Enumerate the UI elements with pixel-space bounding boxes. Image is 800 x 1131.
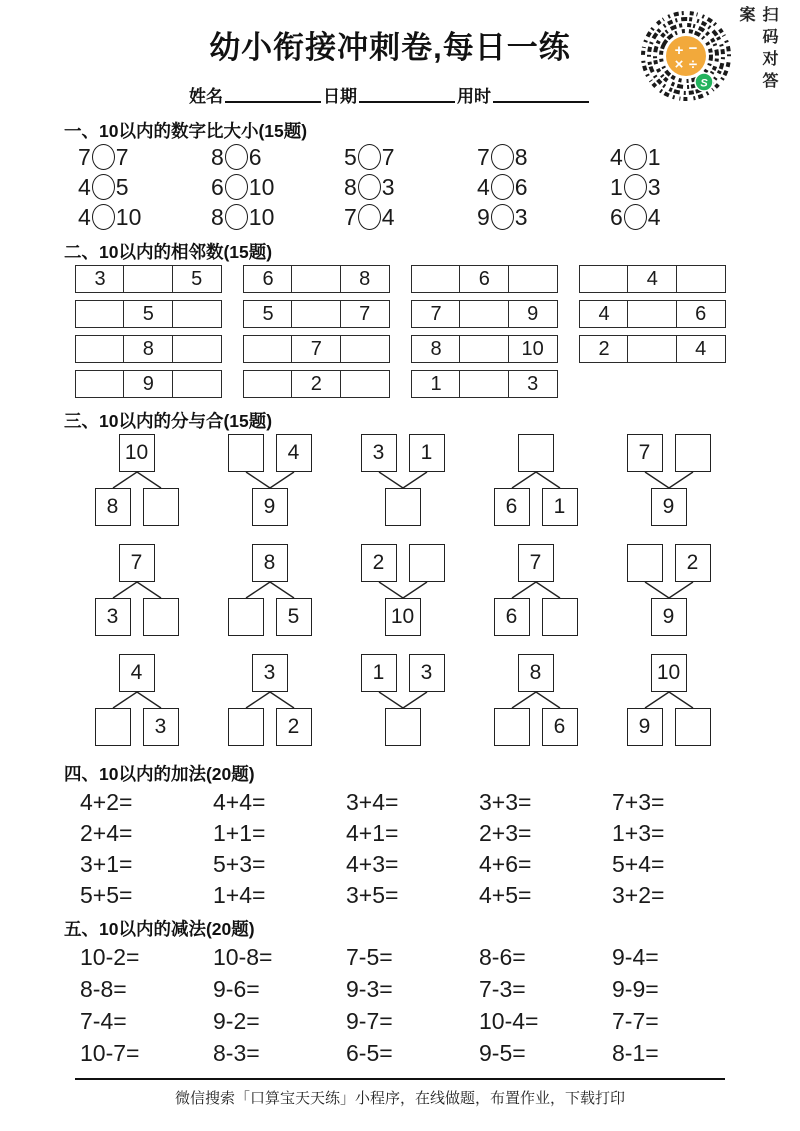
neighbor-cell[interactable] [243, 335, 293, 363]
neighbor-cell[interactable] [291, 265, 341, 293]
neighbor-table [243, 335, 391, 363]
compare-item [610, 144, 743, 170]
left-number: 4 [610, 143, 623, 170]
neighbor-cell[interactable] [627, 300, 677, 328]
comparison-circle[interactable] [92, 174, 115, 200]
subtraction-problem: 8-3= [213, 1040, 260, 1066]
bond-bottom-right-box: 3 [143, 708, 179, 746]
comparison-circle[interactable] [358, 144, 381, 170]
neighbor-cell[interactable] [340, 370, 390, 398]
right-number: 3 [647, 173, 661, 200]
number-bond-split [220, 654, 320, 746]
neighbor-cell[interactable] [291, 300, 341, 328]
subtraction-problem: 9-6= [213, 976, 260, 1002]
qr-caption: 扫码对答案 [737, 6, 777, 94]
neighbor-cell[interactable] [459, 335, 509, 363]
neighbor-cell: 3 [75, 265, 125, 293]
section-addition-heading: 四、10以内的加法(20题) [64, 764, 255, 784]
comparison-circle[interactable] [491, 204, 514, 230]
neighbor-cell: 8 [123, 335, 173, 363]
neighbor-table [579, 265, 727, 293]
page-title: 幼小衔接冲刺卷,每日一练 [209, 30, 571, 65]
addition-problem: 4+4= [213, 789, 266, 815]
left-number: 5 [344, 143, 357, 170]
compare-item [211, 174, 344, 200]
section-neighbors-heading: 二、10以内的相邻数(15题) [64, 242, 273, 262]
neighbor-cell: 5 [243, 300, 293, 328]
bond-top-right-box: 3 [409, 654, 445, 692]
bond-top-right-box: 1 [409, 434, 445, 472]
bond-top-box: 8 [252, 544, 288, 582]
bond-bottom-left-box: 3 [95, 598, 131, 636]
compare-item [610, 204, 743, 230]
compare-item [78, 204, 211, 230]
subtraction-problem: 7-3= [479, 976, 526, 1002]
right-number: 6 [514, 173, 528, 200]
number-bond-split [87, 544, 187, 636]
name-blank[interactable] [225, 82, 321, 103]
subtraction-problem: 7-7= [612, 1008, 659, 1034]
neighbor-cell: 8 [411, 335, 461, 363]
neighbor-cell[interactable] [75, 335, 125, 363]
bond-bottom-left-box: 8 [95, 488, 131, 526]
neighbor-cell: 4 [676, 335, 726, 363]
subtraction-problem: 8-1= [612, 1040, 659, 1066]
compare-item [477, 144, 610, 170]
left-number: 1 [610, 173, 623, 200]
date-label: 日期 [323, 87, 357, 106]
neighbor-table [579, 300, 727, 328]
neighbor-cell[interactable] [411, 265, 461, 293]
neighbor-cell: 6 [459, 265, 509, 293]
neighbor-cell[interactable] [676, 265, 726, 293]
neighbor-cell: 6 [676, 300, 726, 328]
neighbor-cell[interactable] [172, 300, 222, 328]
bond-top-right-box: 4 [276, 434, 312, 472]
left-number: 9 [477, 203, 490, 230]
bond-top-box: 3 [252, 654, 288, 692]
left-number: 4 [477, 173, 490, 200]
addition-problem: 5+4= [612, 851, 665, 877]
comparison-circle[interactable] [624, 174, 647, 200]
addition-problem: 5+5= [80, 882, 133, 908]
name-date-time-line [0, 82, 780, 107]
times-icon: × [674, 56, 684, 73]
compare-item [610, 174, 743, 200]
neighbor-cell: 2 [291, 370, 341, 398]
bond-bottom-right-box[interactable] [675, 708, 711, 746]
addition-problem: 1+3= [612, 820, 665, 846]
neighbor-cell[interactable] [627, 335, 677, 363]
number-bond-merge [220, 434, 320, 526]
bond-top-box: 8 [518, 654, 554, 692]
addition-problem: 3+1= [80, 851, 133, 877]
neighbor-cell: 9 [123, 370, 173, 398]
section-compare-heading: 一、10以内的数字比大小(15题) [64, 121, 308, 141]
neighbor-cell: 5 [172, 265, 222, 293]
bond-bottom-right-box: 2 [276, 708, 312, 746]
neighbor-cell[interactable] [340, 335, 390, 363]
neighbor-table [243, 265, 391, 293]
left-number: 7 [477, 143, 490, 170]
neighbor-cell[interactable] [459, 300, 509, 328]
section-subtraction-heading: 五、10以内的减法(20题) [64, 919, 255, 939]
addition-problem: 2+4= [80, 820, 133, 846]
addition-problem: 4+2= [80, 789, 133, 815]
comparison-circle[interactable] [225, 204, 248, 230]
comparison-circle[interactable] [358, 204, 381, 230]
right-number: 5 [115, 173, 129, 200]
neighbor-cell: 4 [627, 265, 677, 293]
neighbor-cell: 9 [508, 300, 558, 328]
bond-bottom-box[interactable] [385, 708, 421, 746]
neighbor-cell[interactable] [459, 370, 509, 398]
right-number: 6 [248, 143, 262, 170]
bond-top-left-box: 1 [361, 654, 397, 692]
bond-row [70, 544, 735, 636]
bond-bottom-left-box[interactable] [95, 708, 131, 746]
compare-item [78, 174, 211, 200]
subtraction-problem: 10-7= [80, 1040, 140, 1066]
bond-top-box: 7 [518, 544, 554, 582]
date-blank[interactable] [359, 82, 455, 103]
bond-bottom-box: 9 [252, 488, 288, 526]
number-bond-merge [353, 434, 453, 526]
compare-item [344, 174, 477, 200]
neighbor-cell[interactable] [75, 370, 125, 398]
section-decompose-heading: 三、10以内的分与合(15题) [64, 411, 273, 431]
subtraction-problem: 8-6= [479, 944, 526, 970]
subtraction-problem: 9-3= [346, 976, 393, 1002]
addition-problem: 3+2= [612, 882, 665, 908]
neighbors-column [579, 265, 727, 398]
neighbor-cell: 8 [340, 265, 390, 293]
name-label: 姓名 [189, 87, 223, 106]
left-number: 8 [344, 173, 357, 200]
subtraction-problem: 9-2= [213, 1008, 260, 1034]
compare-item [344, 144, 477, 170]
compare-item [344, 204, 477, 230]
number-bond-split [486, 654, 586, 746]
neighbor-cell: 7 [291, 335, 341, 363]
section-neighbors [75, 265, 727, 398]
qr-center-logo [666, 36, 706, 76]
right-number: 3 [381, 173, 395, 200]
neighbor-table [579, 335, 727, 363]
addition-problem: 3+5= [346, 882, 399, 908]
neighbor-cell: 4 [579, 300, 629, 328]
left-number: 6 [211, 173, 224, 200]
subtraction-problem: 9-4= [612, 944, 659, 970]
bond-bottom-right-box[interactable] [143, 488, 179, 526]
addition-problem: 4+3= [346, 851, 399, 877]
right-number: 7 [115, 143, 129, 170]
bond-bottom-left-box: 9 [627, 708, 663, 746]
comparison-circle[interactable] [358, 174, 381, 200]
comparison-circle[interactable] [225, 144, 248, 170]
divide-icon: ÷ [688, 56, 698, 73]
section-subtraction [80, 946, 745, 1064]
number-bond-split [87, 654, 187, 746]
time-blank[interactable] [493, 82, 589, 103]
neighbor-cell: 7 [411, 300, 461, 328]
neighbor-table [411, 300, 559, 328]
left-number: 6 [610, 203, 623, 230]
right-number: 8 [514, 143, 528, 170]
neighbor-cell: 3 [508, 370, 558, 398]
compare-item [477, 204, 610, 230]
subtraction-problem: 10-8= [213, 944, 273, 970]
compare-item [211, 204, 344, 230]
bond-top-box: 10 [651, 654, 687, 692]
number-bond-split [486, 544, 586, 636]
right-number: 7 [381, 143, 395, 170]
addition-problem: 4+6= [479, 851, 532, 877]
neighbor-cell: 10 [508, 335, 558, 363]
neighbor-table [75, 335, 223, 363]
bond-bottom-right-box[interactable] [542, 598, 578, 636]
right-number: 4 [647, 203, 661, 230]
number-bond-split [619, 654, 719, 746]
left-number: 7 [344, 203, 357, 230]
neighbor-cell[interactable] [172, 335, 222, 363]
neighbor-table [75, 300, 223, 328]
number-bond-split [486, 434, 586, 526]
bond-bottom-left-box: 6 [494, 598, 530, 636]
comparison-circle[interactable] [225, 174, 248, 200]
comparison-circle[interactable] [624, 144, 647, 170]
neighbors-column [75, 265, 223, 398]
right-number: 1 [647, 143, 661, 170]
compare-item [477, 174, 610, 200]
neighbor-table [243, 300, 391, 328]
neighbor-table [411, 335, 559, 363]
neighbor-table [75, 370, 223, 398]
subtraction-problem: 7-5= [346, 944, 393, 970]
section-decompose [70, 434, 735, 764]
plus-icon: + [674, 42, 684, 59]
subtraction-problem: 9-9= [612, 976, 659, 1002]
neighbor-table [243, 370, 391, 398]
bond-bottom-right-box[interactable] [143, 598, 179, 636]
right-number: 10 [248, 203, 275, 230]
addition-problem: 1+4= [213, 882, 266, 908]
left-number: 4 [78, 173, 91, 200]
addition-problem: 2+3= [479, 820, 532, 846]
neighbor-cell: 5 [123, 300, 173, 328]
subtraction-problem: 8-8= [80, 976, 127, 1002]
bond-bottom-left-box[interactable] [494, 708, 530, 746]
bond-bottom-left-box[interactable] [228, 598, 264, 636]
number-bond-merge [619, 434, 719, 526]
bond-bottom-box: 9 [651, 598, 687, 636]
bond-top-left-box: 3 [361, 434, 397, 472]
comparison-circle[interactable] [491, 144, 514, 170]
number-bond-merge [353, 544, 453, 636]
bond-top-box: 10 [119, 434, 155, 472]
neighbor-table [411, 370, 559, 398]
footer-divider [75, 1078, 725, 1080]
comparison-circle[interactable] [624, 204, 647, 230]
number-bond-merge [353, 654, 453, 746]
comparison-circle[interactable] [92, 204, 115, 230]
bond-top-box: 7 [119, 544, 155, 582]
neighbor-table [411, 265, 559, 293]
addition-problem: 5+3= [213, 851, 266, 877]
left-number: 7 [78, 143, 91, 170]
neighbor-cell[interactable] [172, 370, 222, 398]
number-bond-split [87, 434, 187, 526]
comparison-circle[interactable] [491, 174, 514, 200]
left-number: 8 [211, 203, 224, 230]
bond-top-box: 4 [119, 654, 155, 692]
subtraction-problem: 9-5= [479, 1040, 526, 1066]
compare-item [211, 144, 344, 170]
section-compare [78, 144, 743, 230]
addition-problem: 3+4= [346, 789, 399, 815]
subtraction-problem: 6-5= [346, 1040, 393, 1066]
footer-text: 微信搜索「口算宝天天练」小程序，在线做题，布置作业，下载打印 [174, 1090, 625, 1107]
neighbor-cell[interactable] [243, 370, 293, 398]
neighbor-cell[interactable] [579, 265, 629, 293]
subtraction-problem: 7-4= [80, 1008, 127, 1034]
neighbors-column [243, 265, 391, 398]
right-number: 4 [381, 203, 395, 230]
bond-bottom-left-box[interactable] [228, 708, 264, 746]
neighbor-cell[interactable] [508, 265, 558, 293]
neighbors-column [411, 265, 559, 398]
bond-bottom-box: 9 [651, 488, 687, 526]
bond-top-right-box: 2 [675, 544, 711, 582]
neighbor-cell: 2 [579, 335, 629, 363]
bond-bottom-left-box: 6 [494, 488, 530, 526]
minus-icon: − [688, 40, 698, 57]
bond-bottom-right-box: 6 [542, 708, 578, 746]
bond-bottom-box: 10 [385, 598, 421, 636]
neighbor-table [75, 265, 223, 293]
neighbor-cell: 1 [411, 370, 461, 398]
comparison-circle[interactable] [92, 144, 115, 170]
subtraction-problem: 10-4= [479, 1008, 539, 1034]
neighbor-cell: 7 [340, 300, 390, 328]
left-number: 4 [78, 203, 91, 230]
right-number: 10 [115, 203, 142, 230]
subtraction-problem: 9-7= [346, 1008, 393, 1034]
bond-top-left-box: 7 [627, 434, 663, 472]
addition-problem: 4+1= [346, 820, 399, 846]
addition-problem: 1+1= [213, 820, 266, 846]
subtraction-problem: 10-2= [80, 944, 140, 970]
number-bond-merge [619, 544, 719, 636]
number-bond-split [220, 544, 320, 636]
neighbor-cell[interactable] [123, 265, 173, 293]
bond-row [70, 654, 735, 746]
addition-problem: 4+5= [479, 882, 532, 908]
bond-row [70, 434, 735, 526]
left-number: 8 [211, 143, 224, 170]
time-label: 用时 [457, 87, 491, 106]
right-number: 10 [248, 173, 275, 200]
compare-item [78, 144, 211, 170]
section-addition [80, 791, 745, 906]
neighbor-cell: 6 [243, 265, 293, 293]
bond-bottom-right-box: 1 [542, 488, 578, 526]
badge-letter: S [700, 77, 708, 90]
addition-problem: 3+3= [479, 789, 532, 815]
right-number: 3 [514, 203, 528, 230]
neighbor-cell[interactable] [75, 300, 125, 328]
bond-top-left-box: 2 [361, 544, 397, 582]
bond-bottom-box[interactable] [385, 488, 421, 526]
addition-problem: 7+3= [612, 789, 665, 815]
bond-bottom-right-box: 5 [276, 598, 312, 636]
